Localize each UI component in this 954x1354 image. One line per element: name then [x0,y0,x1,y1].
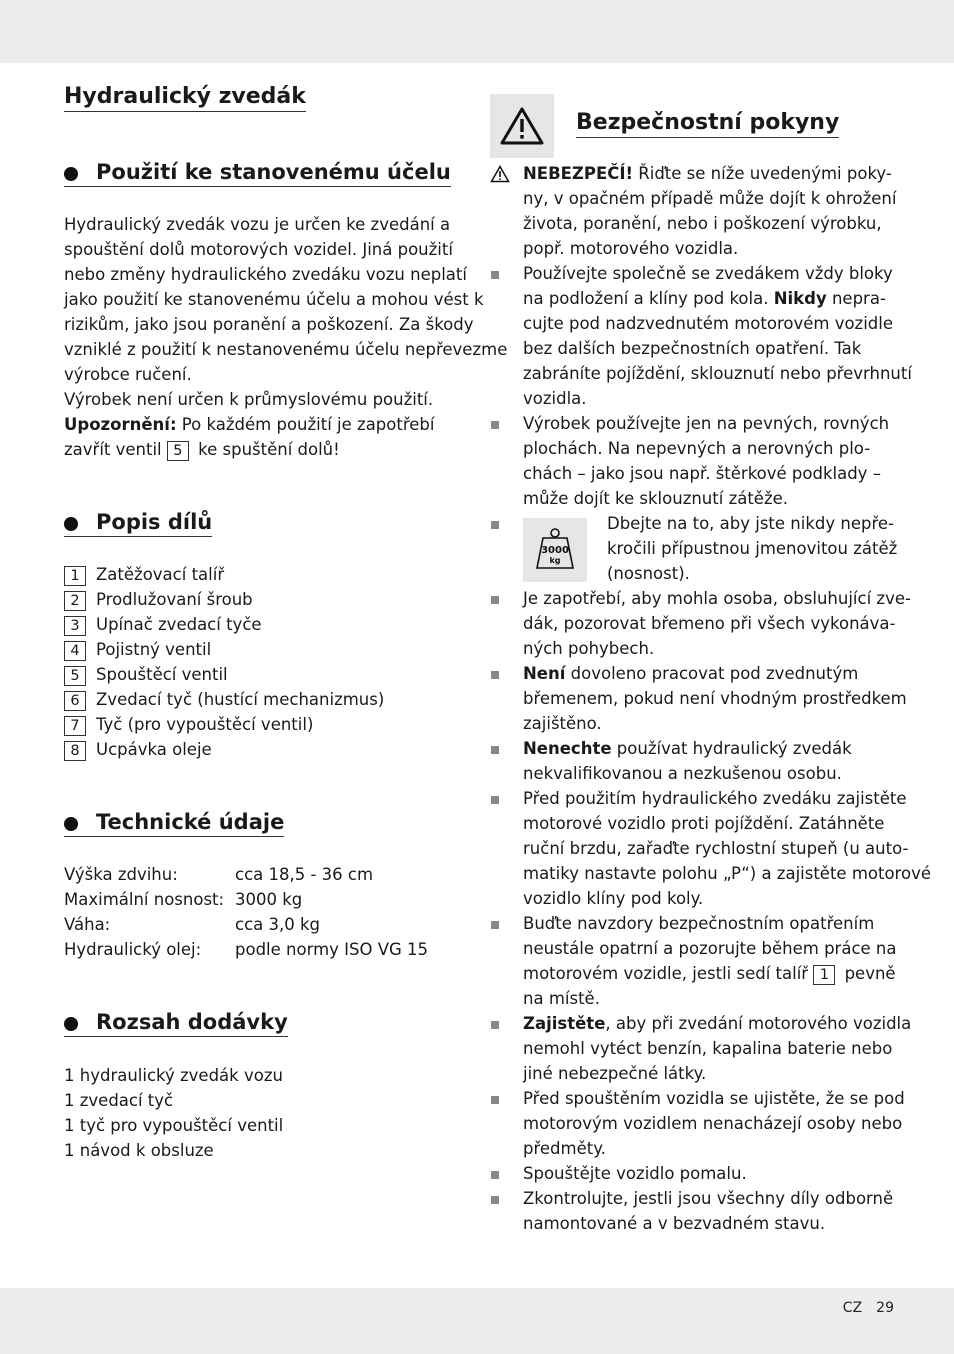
scope-list [64,1063,283,1163]
square-bullet-icon [491,596,499,604]
tech-value: cca 18,5 - 36 cm [235,865,374,884]
text-line: ných pohybech. [523,639,655,658]
text-line: vozidlo klíny pod koly. [523,889,704,908]
tech-key: Váha: [64,915,111,934]
text-line: chách – jako jsou např. štěrkové podklady – [523,464,881,483]
list-item [64,737,384,762]
safety-list [490,161,931,1236]
safety-title: Bezpečnostní pokyny [576,110,839,138]
part-ref-box: 5 [167,441,189,461]
part-number-box: 5 [64,666,86,686]
text-line: cujte pod nadzvednutém motorovém vozidle [523,314,894,333]
list-item [64,687,384,712]
part-label: Zatěžovací talíř [96,565,225,584]
warning-triangle-icon [490,94,554,158]
warning-triangle-svg [499,106,545,146]
note-label: Upozornění: [64,415,177,434]
part-number-box: 1 [64,566,86,586]
square-bullet-icon [491,1196,499,1204]
part-label: Spouštěcí ventil [96,665,228,684]
list-item [490,661,907,736]
square-bullet-icon [491,421,499,429]
text-line: ruční brzdu, zařaďte rychlostní stupeň (u auto- [523,839,909,858]
language-code: CZ [842,1300,863,1316]
text-line: nemohl vytéct benzín, kapalina baterie nebo [523,1039,893,1058]
text-line: života, poranění, nebo i poškození výrobku, [523,214,882,233]
usage-note [64,412,464,437]
list-item [64,562,384,587]
text-line: motorovým vozidlem nenacházejí osoby nebo [523,1114,903,1133]
danger-label: NEBEZPEČÍ! [523,164,634,183]
list-item [64,587,384,612]
text-line: neustále opatrní a pozorujte během práce na [523,939,897,958]
tech-value: podle normy ISO VG 15 [235,940,429,959]
square-bullet-icon [491,1096,499,1104]
text-line: namontované a v bezvadném stavu. [523,1214,826,1233]
tech-table [64,862,428,962]
square-bullet-icon [491,796,499,804]
list-item [490,1161,895,1186]
list-item [64,712,384,737]
part-label: Prodlužovaní šroub [96,590,253,609]
square-bullet-icon [491,271,499,279]
text-line: Spouštějte vozidlo pomalu. [523,1164,747,1183]
text-line: motorovém vozidle, jestli sedí talíř [523,964,814,983]
list-item [490,736,895,786]
text-line: bez dalších bezpečnostních opatření. Tak [523,339,862,358]
text-line: břemenem, pokud není vhodným prostředkem [523,689,907,708]
list-item: 1 tyč pro vypouštěcí ventil [64,1116,284,1135]
table-row [64,912,428,937]
tech-title: Technické údaje [64,810,284,837]
usage-title: Použití ke stanovenému účelu [64,160,451,187]
parts-list [64,562,384,762]
list-item [64,662,384,687]
bottom-band [0,1288,954,1354]
note-text: ke spuštění dolů! [192,440,340,459]
list-item: 1 hydraulický zvedák vozu [64,1066,283,1085]
weight-svg [523,518,587,582]
list-item: 1 zvedací tyč [64,1091,174,1110]
text-line: předměty. [523,1139,606,1158]
list-item: 1 návod k obsluze [64,1141,214,1160]
part-label: Zvedací tyč (hustící mechanizmus) [96,690,385,709]
square-bullet-icon [491,1021,499,1029]
part-number-box: 6 [64,691,86,711]
tech-key: Hydraulický olej: [64,940,202,959]
table-row [64,862,428,887]
list-item [490,411,895,511]
weight-unit: kg [549,556,561,565]
list-item [490,911,895,1011]
bold-word: Nikdy [773,289,827,308]
text-line: nekvalifikovanou a nezkušenou osobu. [523,764,842,783]
text-line: , aby při zvedání motorového vozidla [605,1014,912,1033]
text-line: může dojít ke sklouznutí zátěže. [523,489,789,508]
text-line: Dbejte na to, aby jste nikdy nepře- [607,514,894,533]
main-title: Hydraulický zvedák [64,84,306,112]
list-item [64,637,384,662]
note-text: zavřít ventil [64,440,167,459]
text-line: na místě. [523,989,600,1008]
text-line: Před použitím hydraulického zvedáku zajistěte [523,789,907,808]
part-label: Pojistný ventil [96,640,212,659]
text-line: Je zapotřebí, aby mohla osoba, obsluhující zve- [523,589,911,608]
part-number-box: 8 [64,741,86,761]
text-line: Buďte navzdory bezpečnostním opatřením [523,914,875,933]
part-label: Tyč (pro vypouštěcí ventil) [96,715,314,734]
tech-key: Maximální nosnost: [64,890,225,909]
section-parts-heading [64,510,212,537]
danger-item [490,161,895,261]
bullet-dot-icon [64,517,78,531]
parts-title: Popis dílů [64,510,212,537]
list-item [490,1186,895,1236]
text-line: zabráníte pojíždění, sklouznutí nebo převrhnutí [523,364,912,383]
bold-word: Není [523,664,566,683]
tech-value: 3000 kg [235,890,303,909]
note-text: Po každém použití je zapotřebí [176,415,435,434]
tech-key: Výška zdvihu: [64,865,178,884]
part-number-box: 3 [64,616,86,636]
part-ref-box: 1 [813,965,835,985]
square-bullet-icon [491,921,499,929]
section-scope-heading [64,1010,288,1037]
usage-line: nebo změny hydraulického zvedáku vozu neplatí [64,265,467,284]
text-line: dák, pozorovat břemeno při všech vykonáva- [523,614,896,633]
list-item [490,586,911,661]
list-item [490,511,898,586]
usage-note-2 [64,437,464,462]
usage-line: Hydraulický zvedák vozu je určen ke zvedání a [64,215,451,234]
text-line: (nosnost). [607,564,690,583]
bold-word: Nenechte [523,739,612,758]
section-usage-heading [64,160,451,187]
weight-value: 3000 [541,545,569,556]
section-tech-heading [64,810,284,837]
text-line: matiky nastavte polohu „P“) a zajistěte motorové [523,864,931,883]
usage-line: výrobce ručení. [64,365,192,384]
tech-value: cca 3,0 kg [235,915,321,934]
list-item [490,1086,905,1161]
weight-load-icon [523,518,587,582]
text-line: Řiďte se níže uvedenými poky- [633,164,892,183]
bullet-dot-icon [64,817,78,831]
page-footer [829,1300,894,1316]
text-line: Zkontrolujte, jestli jsou všechny díly odborně [523,1189,894,1208]
warning-small-icon [490,165,510,183]
text-line: zajištěno. [523,714,602,733]
text-line: nepra- [826,289,886,308]
text-line: pevně [839,964,896,983]
page-number: 29 [876,1300,894,1316]
list-item [64,612,384,637]
table-row [64,937,428,962]
text-line: ny, v opačném případě může dojít k ohrožení [523,189,897,208]
text-line: plochách. Na nepevných a nerovných plo- [523,439,871,458]
text-line: popř. motorového vozidla. [523,239,739,258]
part-label: Upínač zvedací tyče [96,615,262,634]
part-number-box: 2 [64,591,86,611]
scope-title: Rozsah dodávky [64,1010,288,1037]
square-bullet-icon [491,671,499,679]
text-line: motorové vozidlo proti pojíždění. Zatáhněte [523,814,885,833]
bullet-dot-icon [64,167,78,181]
text-line: jiné nebezpečné látky. [523,1064,707,1083]
usage-text [64,212,508,462]
text-line: kročili přípustnou jmenovitou zátěž [607,539,898,558]
square-bullet-icon [491,746,499,754]
text-line: Výrobek používejte jen na pevných, rovných [523,414,890,433]
part-label: Ucpávka oleje [96,740,212,759]
list-item [490,786,931,911]
top-band [0,0,954,63]
usage-line: spouštění dolů motorových vozidel. Jiná použití [64,240,453,259]
text-line: na podložení a klíny pod kola. [523,289,774,308]
square-bullet-icon [491,521,499,529]
part-number-box: 4 [64,641,86,661]
bullet-dot-icon [64,1017,78,1031]
usage-line: vzniklé z použití k nestanovenému účelu nepřevezme [64,340,508,359]
list-item [490,261,912,411]
usage-line: Výrobek není určen k průmyslovému použití. [64,390,434,409]
text-line: Před spouštěním vozidla se ujistěte, že se pod [523,1089,905,1108]
part-number-box: 7 [64,716,86,736]
list-item [490,1011,912,1086]
text-line: vozidla. [523,389,587,408]
bold-word: Zajistěte [523,1014,606,1033]
text-line: Používejte společně se zvedákem vždy bloky [523,264,893,283]
table-row [64,887,428,912]
text-line: používat hydraulický zvedák [611,739,852,758]
usage-line: jako použití ke stanovenému účelu a mohou vést k [64,290,484,309]
usage-line: rizikům, jako jsou poranění a poškození. Za škody [64,315,474,334]
square-bullet-icon [491,1171,499,1179]
text-line: dovoleno pracovat pod zvednutým [565,664,859,683]
